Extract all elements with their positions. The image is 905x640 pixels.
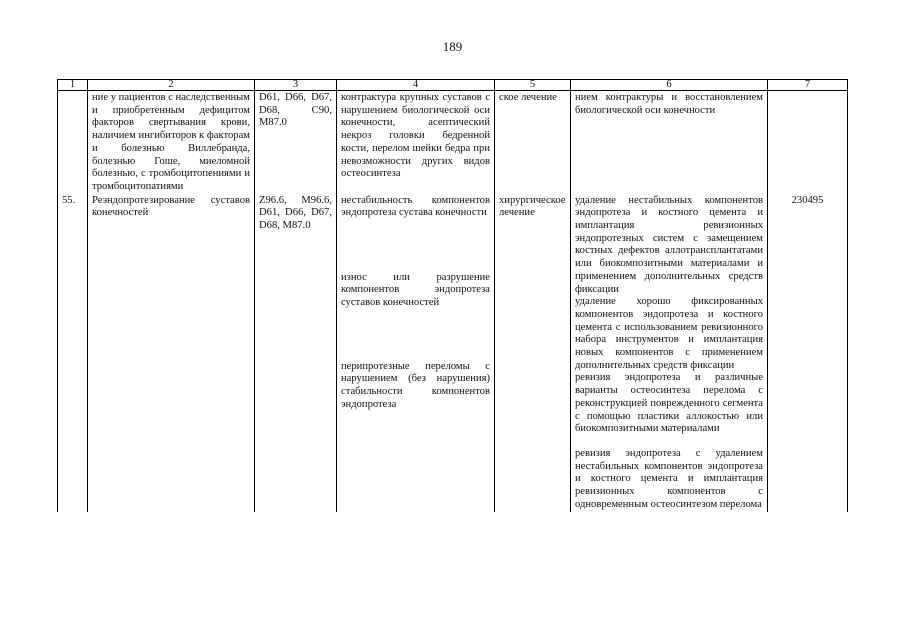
treatment-method-3: ревизия эндопротеза и различные варианты остеосинтеза перелома с реконструкцией поврежденного сегмента с помощью пластики аллокостью или биокомпозитными материалами (575, 372, 763, 435)
cell-procedure-name: Реэндопротезирование суставов конечностей (88, 194, 255, 512)
cell-patient-group: ние у пациентов с наследственным и приобретенным дефицитом факторов свертывания крови, наличием ингибиторов к факторам и болезнью Виллебранда, болезнью Гоше, миеломной болезнью, с тромбоцитопениями и тромбоцитопатиями (88, 91, 255, 194)
column-header: 7 (768, 80, 848, 91)
table-header-row (58, 80, 848, 91)
cell-treatment-method (571, 194, 768, 512)
column-header: 4 (337, 80, 495, 91)
table-row-55 (58, 194, 848, 512)
column-header: 5 (495, 80, 571, 91)
treatment-method-2: удаление хорошо фиксированных компонентов эндопротеза и костного цемента с использованием ревизионного набора инструментов и имплантация новых компонентов с применением дополнительных средств фиксации (575, 296, 763, 371)
patient-model-1: нестабильность компонентов эндопротеза сустава конечности (341, 194, 490, 219)
cell-treatment-type: хирургическое лечение (495, 194, 571, 512)
patient-model-2: износ или разрушение компонентов эндопротеза суставов конечностей (341, 271, 490, 309)
cell-icd-codes: Z96.6, M96.6, D61, D66, D67, D68, M87.0 (255, 194, 337, 512)
spacer (575, 436, 763, 448)
column-header: 3 (255, 80, 337, 91)
table-row-continuation (58, 91, 848, 194)
treatment-method-1: удаление нестабильных компонентов эндопротеза и костного цемента и имплантация ревизионных эндопротезных систем с замещением костных дефектов аллотрансплантатами или биокомпозитными материалами и применением дополнительных средств фиксации (575, 194, 763, 295)
cell-patient-model (337, 194, 495, 512)
column-header: 1 (58, 80, 88, 91)
cell-price (768, 91, 848, 194)
cell-number (58, 91, 88, 194)
medical-procedures-table (57, 79, 848, 512)
cell-price: 230495 (768, 194, 848, 512)
cell-treatment-type: ское лечение (495, 91, 571, 194)
cell-number: 55. (58, 194, 88, 512)
page-number: 189 (442, 39, 463, 54)
cell-icd-codes: D61, D66, D67, D68, C90, M87.0 (255, 91, 337, 194)
treatment-method-4: ревизия эндопротеза с удалением нестабильных компонентов эндопротеза и костного цемента и имплантация ревизионных компонентов с одновременным остеосинтезом перелома (575, 447, 763, 510)
column-header: 2 (88, 80, 255, 91)
column-header: 6 (571, 80, 768, 91)
cell-treatment-method: нием контрактуры и восстановлением биологической оси конечности (571, 91, 768, 194)
patient-model-3: перипротезные переломы с нарушением (без нарушения) стабильности компонентов эндопротеза (341, 360, 490, 410)
cell-patient-model: контрактура крупных суставов с нарушением биологической оси конечности, асептический некроз головки бедренной кости, перелом шейки бедра при невозможности других видов остеосинтеза (337, 91, 495, 194)
